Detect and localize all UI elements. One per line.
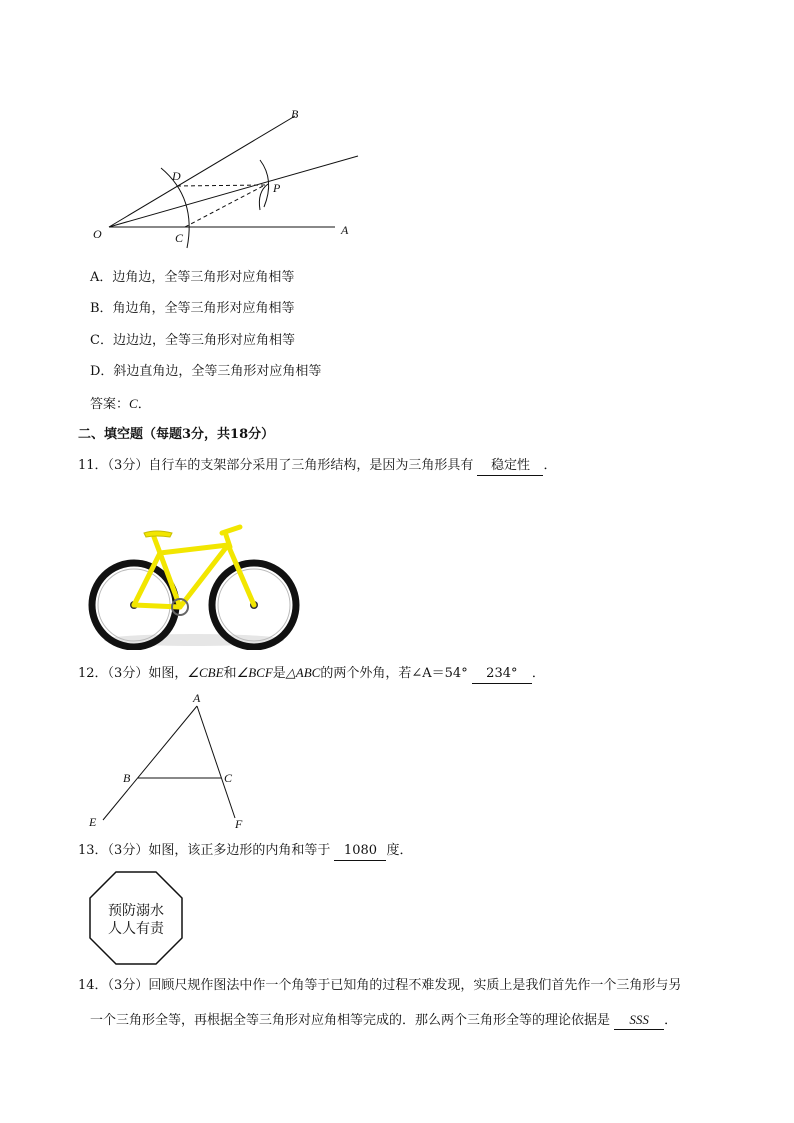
ray-op (109, 156, 358, 227)
option-b: B．角边角，全等三角形对应角相等 (90, 301, 295, 316)
q12-mid1: 和 (223, 666, 237, 681)
arc-p-right (259, 184, 268, 210)
q14-answer: SSS (614, 1011, 664, 1030)
option-c: C．边边边，全等三角形对应角相等 (90, 333, 295, 348)
label-a: A (341, 223, 349, 237)
q12-mid2: 是 (272, 666, 286, 681)
q14-line1: 14．（3分）回顾尺规作图法中作一个角等于已知角的过程不难发现，实质上是我们首先作一个三角形与另 (78, 978, 682, 993)
q12-angle2: ∠BCF (236, 665, 273, 680)
q13-prefix: 13．（3分）如图，该正多边形的内角和等于 (78, 843, 331, 858)
q12-answer: 234° (472, 665, 532, 684)
answer-value: C (129, 396, 138, 411)
q11-answer: 稳定性 (477, 457, 543, 476)
q14-prefix: 一个三角形全等，再根据全等三角形对应角相等完成的．那么两个三角形全等的理论依据是 (90, 1013, 611, 1028)
q13-answer: 1080 (334, 842, 386, 861)
q10-answer (90, 395, 151, 414)
answer-end: ． (137, 397, 151, 412)
label-b: B (123, 771, 131, 785)
q12-suffix: ． (531, 666, 545, 681)
bike-frame (134, 527, 254, 607)
octagon-text-1: 预防溺水 (108, 903, 164, 919)
ray-ob (109, 116, 295, 227)
label-a: A (193, 691, 201, 705)
bike-saddle (144, 531, 172, 537)
q14-suffix: ． (664, 1013, 678, 1028)
bicycle-image (88, 515, 300, 650)
q12-mid3: 的两个外角，若 (320, 666, 412, 681)
line-af (197, 706, 235, 818)
option-d: D．斜边直角边，全等三角形对应角相等 (90, 364, 322, 379)
q12-angle1: ∠CBE (187, 665, 224, 680)
q14-line2 (90, 1011, 677, 1030)
label-e: E (89, 815, 97, 829)
label-d: D (172, 169, 181, 183)
q13 (78, 842, 412, 861)
q13-suffix: 度． (386, 843, 413, 858)
label-c: C (175, 231, 184, 245)
label-f: F (235, 817, 243, 831)
q12 (78, 664, 545, 684)
q11 (78, 457, 556, 476)
angle-construction-figure (85, 100, 375, 250)
section-heading: 二、填空题（每题3分，共18分） (78, 427, 275, 442)
option-a: A．边角边，全等三角形对应角相等 (90, 270, 295, 285)
q11-suffix: ． (543, 458, 557, 473)
label-b: B (291, 107, 299, 121)
q12-given: ∠A＝54° (411, 666, 468, 681)
octagon-text-2: 人人有责 (108, 921, 164, 937)
q12-prefix: 12．（3分）如图， (78, 666, 188, 681)
segment-cp (185, 185, 265, 227)
q11-prefix: 11．（3分）自行车的支架部分采用了三角形结构，是因为三角形具有 (78, 458, 474, 473)
line-ae (103, 706, 197, 820)
label-o: O (93, 227, 102, 241)
q12-triangle: △ABC (285, 665, 321, 680)
label-c: C (224, 771, 233, 785)
triangle-figure (85, 690, 255, 832)
answer-label: 答案： (90, 397, 130, 412)
label-p: P (273, 181, 281, 195)
